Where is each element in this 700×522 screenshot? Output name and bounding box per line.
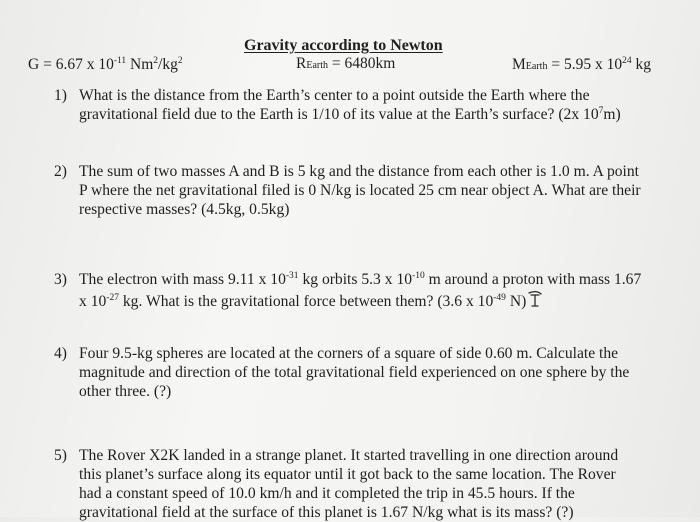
earth-radius: REarth = 6480km [296, 55, 396, 72]
question-number: 5) [54, 447, 67, 464]
question-text: What is the distance from the Earth’s center to a point outside the Earth where the gravitational field due to the Earth is 1/10 of its value at the Earth’s surface? (2x $10^7m$) [79, 87, 621, 123]
question-text: The Rover X2K landed in a strange planet. It started travelling in one direction around this planet’s surface along its equator until it got back to the same location. The Rover had a constant speed of 10.0 km/h and it completed the trip in 45.5 hours. If the gravitational field at the surface of this planet is 1.67 N/kg what is its mass? (?) [79, 447, 619, 521]
question-number: 2) [54, 163, 67, 180]
question-text: The sum of two masses A and B is 5 kg and the distance from each other is 1.0 m. A point P where the net gravitational filed is 0 N/kg is located 25 cm near object A. What are their respective masses? (4.5kg, 0.5kg) [79, 163, 641, 218]
page-title: Gravity according to Newton [244, 37, 443, 54]
gravitational-constant: G = 6.67 x $10^{-11}$ $Nm^2/kg^2$ [28, 56, 183, 73]
question-text: Four 9.5-kg spheres are located at the corners of a square of side 0.60 m. Calculate the magnitude and direction of the total gravitational field experienced on one sphere by the other three. (?) [79, 345, 630, 400]
question-number: 3) [54, 271, 67, 288]
earth-mass: MEarth = 5.95 x $10^{24}$ kg [512, 56, 651, 73]
question-number: 1) [54, 87, 67, 104]
question-number: 4) [54, 345, 67, 362]
question-text: The electron with mass 9.11 x $10^{-31}$ kg orbits 5.3 x $10^{-10}$ m around a proton with mass 1.67 x $10^{-27}$ kg. What is the gravitational force between them? (3.6 x $10^{-49}$ N) [79, 271, 642, 310]
handwritten-scribble-icon [527, 289, 543, 309]
